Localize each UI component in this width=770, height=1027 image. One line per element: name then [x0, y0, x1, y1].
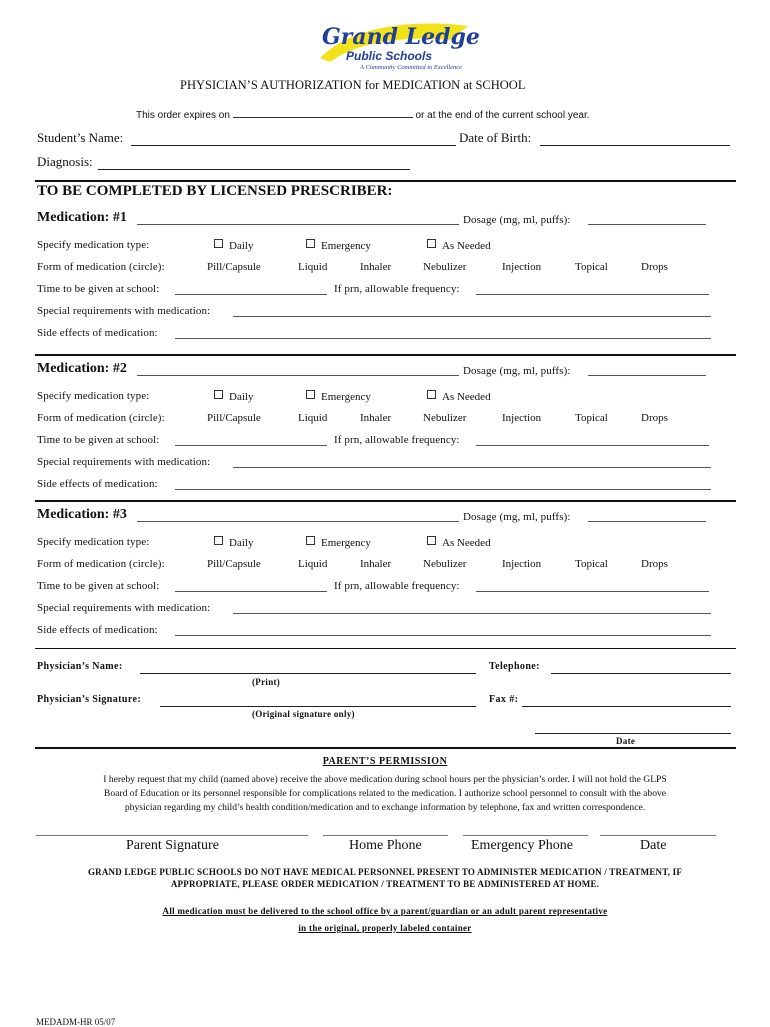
parent-date-field[interactable]	[600, 835, 716, 836]
parent-signature-field[interactable]	[36, 835, 308, 836]
print-note: (Print)	[252, 677, 281, 687]
notice-line-2: APPROPRIATE, PLEASE ORDER MEDICATION / TREATMENT TO BE ADMINISTERED AT HOME.	[170, 879, 600, 889]
checkbox-box[interactable]	[214, 536, 223, 545]
time-label: Time to be given at school:	[37, 434, 160, 446]
checkbox-label: As Needed	[442, 240, 491, 252]
divider	[35, 648, 736, 649]
divider	[35, 354, 736, 356]
as-needed-checkbox[interactable]	[427, 239, 491, 252]
time-label: Time to be given at school:	[37, 283, 160, 295]
form-drops[interactable]: Drops	[641, 261, 668, 273]
school-logo	[300, 18, 480, 76]
expiry-suffix: or at the end of the current school year.	[415, 110, 590, 121]
parent-text-line-3: physician regarding my child’s health condition/medication and to exchange information by telephone, fax and written correspondence.	[124, 802, 646, 813]
medication-name-field[interactable]	[137, 224, 459, 225]
special-label: Special requirements with medication:	[37, 602, 211, 614]
parent-signature-label: Parent Signature	[126, 838, 219, 853]
daily-checkbox[interactable]	[214, 390, 253, 403]
special-label: Special requirements with medication:	[37, 305, 211, 317]
physician-name-field[interactable]	[140, 673, 476, 674]
logo-tagline: A Community Committed to Excellence	[360, 64, 463, 71]
prn-label: If prn, allowable frequency:	[334, 580, 460, 592]
expiry-prefix: This order expires on	[136, 110, 230, 121]
form-injection[interactable]: Injection	[502, 261, 542, 273]
special-field[interactable]	[233, 316, 711, 317]
checkbox-box[interactable]	[214, 239, 223, 248]
fax-field[interactable]	[522, 706, 731, 707]
form-label: Form of medication (circle):	[37, 261, 165, 273]
diagnosis-field[interactable]	[98, 169, 410, 170]
physician-name-label: Physician’s Name:	[37, 661, 123, 672]
side-effects-label: Side effects of medication:	[37, 478, 158, 490]
checkbox-label: Emergency	[321, 537, 371, 549]
form-topical[interactable]: Topical	[575, 261, 608, 273]
form-injection[interactable]: Injection	[502, 412, 542, 424]
telephone-field[interactable]	[551, 673, 731, 674]
logo-subname: Public Schools	[346, 49, 433, 63]
home-phone-field[interactable]	[323, 835, 448, 836]
form-liquid[interactable]: Liquid	[298, 261, 328, 273]
prn-label: If prn, allowable frequency:	[334, 434, 460, 446]
side-effects-field[interactable]	[175, 338, 711, 339]
emergency-checkbox[interactable]	[306, 390, 371, 403]
notice-line-1: GRAND LEDGE PUBLIC SCHOOLS DO NOT HAVE MEDICAL PERSONNEL PRESENT TO ADMINISTER MEDICATION / TREATMENT, IF	[87, 867, 683, 877]
checkbox-box[interactable]	[214, 390, 223, 399]
form-pill[interactable]: Pill/Capsule	[207, 261, 261, 273]
checkbox-label: Daily	[229, 240, 254, 252]
checkbox-label: As Needed	[442, 391, 491, 403]
as-needed-checkbox[interactable]	[427, 536, 491, 549]
checkbox-box[interactable]	[306, 239, 315, 248]
medication-label: Medication: #3	[37, 507, 127, 522]
side-effects-field[interactable]	[175, 635, 711, 636]
parent-text-line-2: Board of Education or its personnel responsible for complications related to the medication. I authorize school personnel to consult with the above	[103, 788, 667, 799]
form-nebulizer[interactable]: Nebulizer	[423, 558, 467, 570]
dosage-field[interactable]	[588, 224, 706, 225]
emergency-checkbox[interactable]	[306, 536, 371, 549]
dosage-field[interactable]	[588, 375, 706, 376]
student-name-label: Student’s Name:	[37, 130, 124, 145]
medication-name-field[interactable]	[137, 375, 459, 376]
form-label: Form of medication (circle):	[37, 412, 165, 424]
checkbox-box[interactable]	[427, 390, 436, 399]
parent-text-line-1: I hereby request that my child (named above) receive the above medication during school hours per the physician’s order. I will not hold the GLPS	[103, 774, 667, 785]
divider	[35, 747, 736, 749]
medication-label: Medication: #2	[37, 361, 127, 376]
prn-field[interactable]	[476, 445, 709, 446]
type-label: Specify medication type:	[37, 390, 150, 402]
physician-signature-label: Physician’s Signature:	[37, 694, 142, 705]
prescriber-heading: TO BE COMPLETED BY LICENSED PRESCRIBER:	[37, 183, 393, 199]
form-pill[interactable]: Pill/Capsule	[207, 412, 261, 424]
time-label: Time to be given at school:	[37, 580, 160, 592]
medication-name-field[interactable]	[137, 521, 459, 522]
divider	[35, 180, 736, 182]
dob-label: Date of Birth:	[459, 130, 532, 145]
expiry-date-field[interactable]	[233, 107, 413, 118]
form-label: Form of medication (circle):	[37, 558, 165, 570]
physician-signature-field[interactable]	[160, 706, 476, 707]
logo-name: Grand Ledge	[322, 24, 480, 50]
checkbox-label: Emergency	[321, 240, 371, 252]
physician-date-label: Date	[616, 736, 636, 746]
expiry-line	[136, 107, 590, 121]
checkbox-label: Emergency	[321, 391, 371, 403]
delivery-line-1: All medication must be delivered to the school office by a parent/guardian or an adult parent representative	[162, 906, 608, 916]
fax-label: Fax #:	[489, 694, 519, 705]
form-liquid[interactable]: Liquid	[298, 412, 328, 424]
form-injection[interactable]: Injection	[502, 558, 542, 570]
diagnosis-label: Diagnosis:	[37, 154, 93, 169]
checkbox-box[interactable]	[427, 536, 436, 545]
side-effects-field[interactable]	[175, 489, 711, 490]
side-effects-label: Side effects of medication:	[37, 624, 158, 636]
form-liquid[interactable]: Liquid	[298, 558, 328, 570]
parent-heading: PARENT’S PERMISSION	[322, 756, 448, 767]
dosage-label: Dosage (mg, ml, puffs):	[463, 365, 571, 377]
checkbox-label: Daily	[229, 537, 254, 549]
prn-field[interactable]	[476, 294, 709, 295]
prn-label: If prn, allowable frequency:	[334, 283, 460, 295]
dob-field[interactable]	[540, 145, 730, 146]
time-field[interactable]	[175, 445, 327, 446]
type-label: Specify medication type:	[37, 536, 150, 548]
special-label: Special requirements with medication:	[37, 456, 211, 468]
dosage-label: Dosage (mg, ml, puffs):	[463, 511, 571, 523]
dosage-label: Dosage (mg, ml, puffs):	[463, 214, 571, 226]
form-drops[interactable]: Drops	[641, 558, 668, 570]
telephone-label: Telephone:	[489, 661, 540, 672]
side-effects-label: Side effects of medication:	[37, 327, 158, 339]
student-name-field[interactable]	[131, 145, 456, 146]
dosage-field[interactable]	[588, 521, 706, 522]
form-drops[interactable]: Drops	[641, 412, 668, 424]
checkbox-box[interactable]	[306, 390, 315, 399]
signature-note: (Original signature only)	[252, 709, 355, 719]
time-field[interactable]	[175, 591, 327, 592]
form-pill[interactable]: Pill/Capsule	[207, 558, 261, 570]
form-nebulizer[interactable]: Nebulizer	[423, 412, 467, 424]
special-field[interactable]	[233, 467, 711, 468]
form-inhaler[interactable]: Inhaler	[360, 261, 392, 273]
home-phone-label: Home Phone	[349, 838, 422, 853]
emergency-checkbox[interactable]	[306, 239, 371, 252]
emergency-phone-label: Emergency Phone	[471, 838, 573, 853]
as-needed-checkbox[interactable]	[427, 390, 491, 403]
form-nebulizer[interactable]: Nebulizer	[423, 261, 467, 273]
checkbox-label: Daily	[229, 391, 254, 403]
emergency-phone-field[interactable]	[463, 835, 588, 836]
prn-field[interactable]	[476, 591, 709, 592]
divider	[35, 500, 736, 502]
medication-label: Medication: #1	[37, 210, 127, 225]
checkbox-box[interactable]	[427, 239, 436, 248]
form-title: PHYSICIAN’S AUTHORIZATION for MEDICATION at SCHOOL	[180, 78, 526, 92]
type-label: Specify medication type:	[37, 239, 150, 251]
form-topical[interactable]: Topical	[575, 412, 608, 424]
special-field[interactable]	[233, 613, 711, 614]
daily-checkbox[interactable]	[214, 239, 253, 252]
checkbox-box[interactable]	[306, 536, 315, 545]
delivery-line-2: in the original, properly labeled container	[298, 923, 472, 933]
form-inhaler[interactable]: Inhaler	[360, 412, 392, 424]
time-field[interactable]	[175, 294, 327, 295]
form-inhaler[interactable]: Inhaler	[360, 558, 392, 570]
physician-date-field[interactable]	[535, 733, 731, 734]
form-code: MEDADM-HR 05/07	[36, 1017, 116, 1027]
form-topical[interactable]: Topical	[575, 558, 608, 570]
daily-checkbox[interactable]	[214, 536, 253, 549]
checkbox-label: As Needed	[442, 537, 491, 549]
parent-date-label: Date	[640, 838, 667, 853]
